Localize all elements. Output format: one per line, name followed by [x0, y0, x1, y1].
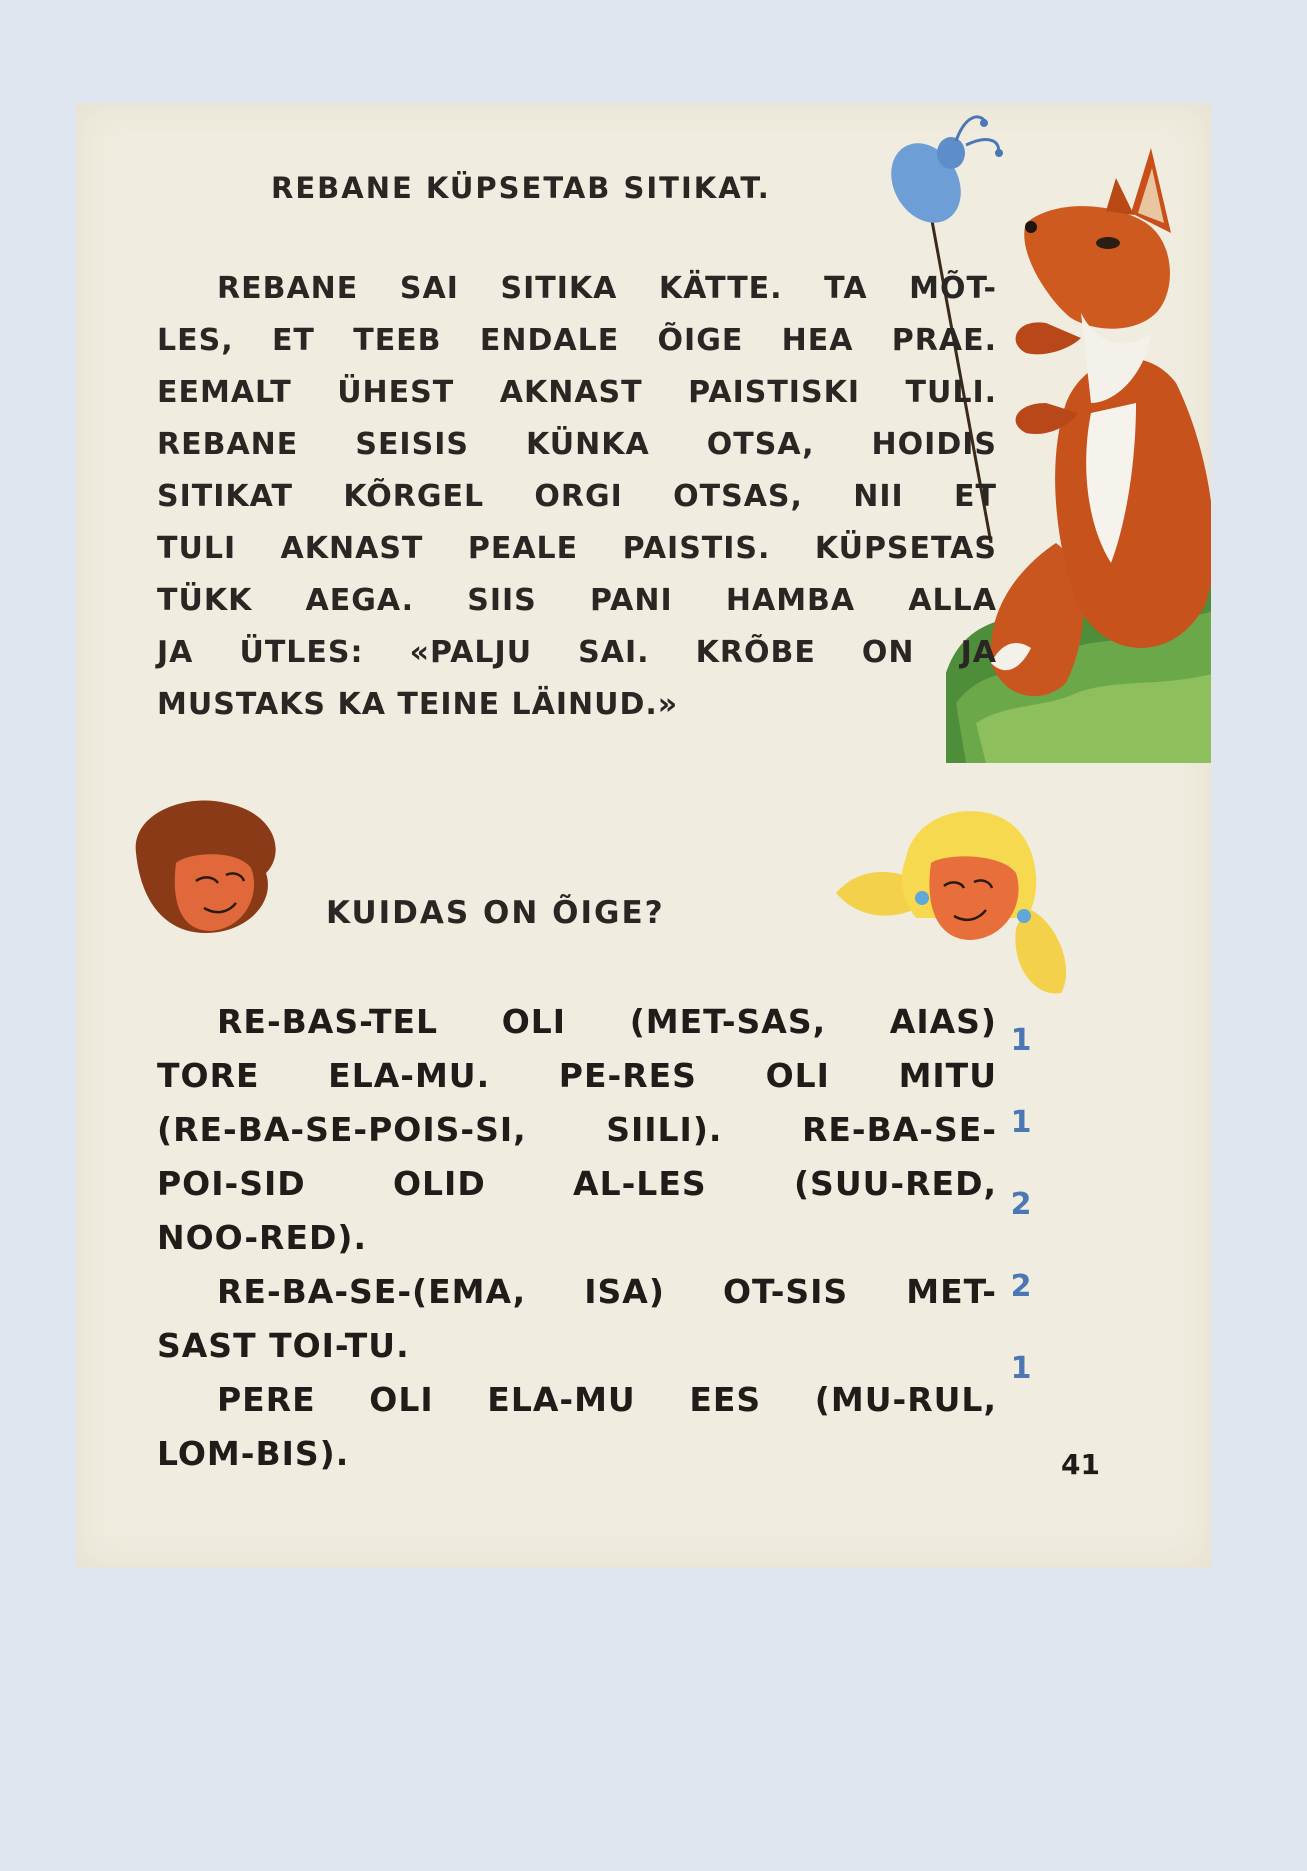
exercise-line: PERE OLI ELA-MU EES (MU-RUL, [217, 1380, 997, 1419]
exercise-line: POI-SID OLID AL-LES (SUU-RED, [157, 1164, 997, 1203]
boy-illustration [126, 793, 296, 943]
exercise-line: SAST TOI-TU. [157, 1326, 410, 1365]
answer-number: 1 [1010, 1351, 1032, 1386]
answer-number: 1 [1010, 1023, 1032, 1058]
story-line: TULI AKNAST PEALE PAISTIS. KÜPSETAS [157, 531, 997, 566]
exercise-heading: KUIDAS ON ÕIGE? [326, 895, 665, 931]
exercise-line: RE-BA-SE-(EMA, ISA) OT-SIS MET- [217, 1272, 997, 1311]
exercise-text [157, 995, 997, 1481]
story-line: TÜKK AEGA. SIIS PANI HAMBA ALLA [157, 583, 997, 618]
answer-number: 2 [1010, 1269, 1032, 1304]
exercise-line: RE-BAS-TEL OLI (MET-SAS, AIAS) [217, 1002, 997, 1041]
story-line: SITIKAT KÕRGEL ORGI OTSAS, NII ET [157, 479, 997, 514]
story-line: REBANE SEISIS KÜNKA OTSA, HOIDIS [157, 427, 997, 462]
story-line: LES, ET TEEB ENDALE ÕIGE HEA PRAE. [157, 323, 997, 358]
story-line: JA ÜTLES: «PALJU SAI. KRÕBE ON JA [157, 635, 997, 670]
story-line: EEMALT ÜHEST AKNAST PAISTISKI TULI. [157, 375, 997, 410]
answer-number: 1 [1010, 1105, 1032, 1140]
answer-number: 2 [1010, 1187, 1032, 1222]
exercise-line: TORE ELA-MU. PE-RES OLI MITU [157, 1056, 997, 1095]
page-number: 41 [1061, 1448, 1100, 1481]
story-line: REBANE SAI SITIKA KÄTTE. TA MÕT- [217, 271, 997, 306]
exercise-line: LOM-BIS). [157, 1434, 350, 1473]
story-title: REBANE KÜPSETAB SITIKAT. [271, 171, 771, 205]
exercise-line: NOO-RED). [157, 1218, 367, 1257]
story-text [157, 263, 997, 731]
beetle-icon [877, 117, 1003, 235]
girl-illustration [826, 798, 1086, 998]
story-line: MUSTAKS KA TEINE LÄINUD.» [157, 687, 679, 722]
exercise-line: (RE-BA-SE-POIS-SI, SIILI). RE-BA-SE- [157, 1110, 997, 1149]
book-page [76, 103, 1211, 1568]
